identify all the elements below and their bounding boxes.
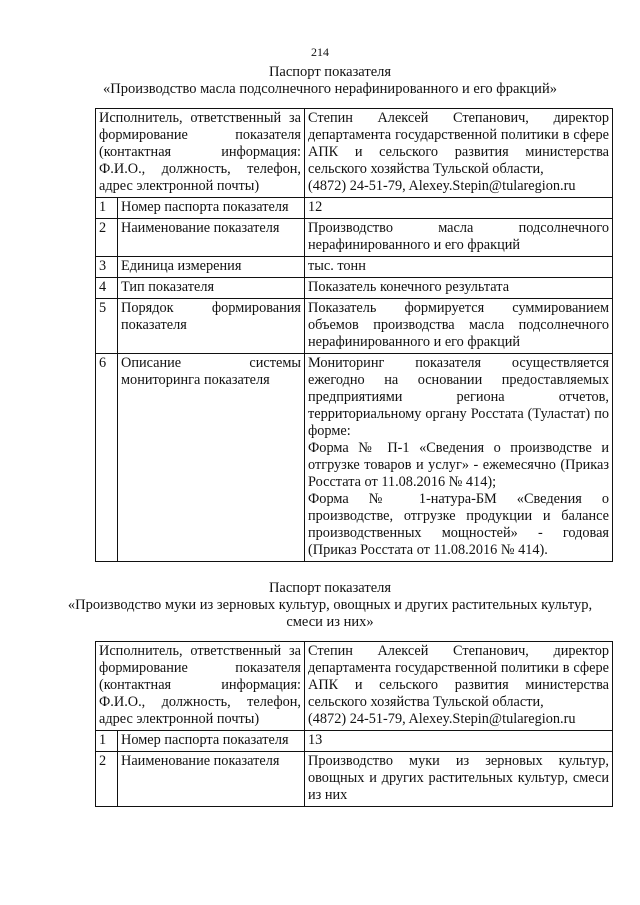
table-row bbox=[96, 198, 613, 219]
row-number: 4 bbox=[96, 278, 118, 299]
table-row bbox=[96, 278, 613, 299]
passport-2-title-line1: Паспорт показателя bbox=[268, 580, 392, 596]
executor-row bbox=[96, 642, 613, 731]
row-label: Наименование показателя bbox=[118, 752, 305, 807]
page-number: 214 bbox=[311, 45, 329, 59]
row-label: Порядок формирования показателя bbox=[118, 299, 305, 354]
row-number: 2 bbox=[96, 219, 118, 257]
row-number: 3 bbox=[96, 257, 118, 278]
row-label: Единица измерения bbox=[118, 257, 305, 278]
row-label: Наименование показателя bbox=[118, 219, 305, 257]
row-value bbox=[305, 354, 613, 562]
executor-contact: (4872) 24-51-79, Alexey.Stepin@tularegion.ru bbox=[308, 178, 576, 194]
row-number: 1 bbox=[96, 198, 118, 219]
row-label: Номер паспорта показателя bbox=[118, 198, 305, 219]
passport-1-title-line1: Паспорт показателя bbox=[268, 64, 392, 80]
passport-1-title-line2: «Производство масла подсолнечного нерафинированного и его фракций» bbox=[103, 81, 557, 97]
row-number: 5 bbox=[96, 299, 118, 354]
executor-label: Исполнитель, ответственный за формирование показателя (контактная информация: Ф.И.О., должность, телефон, адрес электронной почты) bbox=[96, 642, 305, 731]
row-value: Производство муки из зерновых культур, овощных и других растительных культур, смеси из них bbox=[305, 752, 613, 807]
row-label: Тип показателя bbox=[118, 278, 305, 299]
row-number: 2 bbox=[96, 752, 118, 807]
executor-value bbox=[305, 109, 613, 198]
row-label: Описание системы мониторинга показателя bbox=[118, 354, 305, 562]
passport-2-table bbox=[95, 641, 613, 807]
passport-1-title bbox=[60, 64, 600, 98]
executor-name: Степин Алексей Степанович, директор департамента государственной политики в сфере АПК и сельского развития министерства сельского хозяйства Тульской области, bbox=[308, 643, 609, 710]
executor-name: Степин Алексей Степанович, директор департамента государственной политики в сфере АПК и сельского развития министерства сельского хозяйства Тульской области, bbox=[308, 110, 609, 177]
table-row bbox=[96, 752, 613, 807]
row-value: Производство масла подсолнечного нерафинированного и его фракций bbox=[305, 219, 613, 257]
row-value: тыс. тонн bbox=[305, 257, 613, 278]
monitoring-form-bm: Форма № 1-натура-БМ «Сведения о производстве, отгрузке продукции и балансе производственных мощностей» - годовая (Приказ Росстата от 11.08.2016 № 414). bbox=[308, 491, 609, 558]
row-value: 12 bbox=[305, 198, 613, 219]
row-number: 6 bbox=[96, 354, 118, 562]
row-value: 13 bbox=[305, 731, 613, 752]
table-row bbox=[96, 299, 613, 354]
passport-2-title-line2: «Производство муки из зерновых культур, овощных и других растительных культур, смеси из них» bbox=[67, 597, 593, 630]
monitoring-description: Мониторинг показателя осуществляется ежегодно на основании предоставляемых предприятиями региона отчетов, территориальному органу Росстата (Туластат) по форме: bbox=[308, 355, 609, 439]
monitoring-form-p1: Форма № П-1 «Сведения о производстве и отгрузке товаров и услуг» - ежемесячно (Приказ Росстата от 11.08.2016 № 414); bbox=[308, 440, 609, 490]
passport-1-table bbox=[95, 108, 613, 562]
executor-contact: (4872) 24-51-79, Alexey.Stepin@tularegion.ru bbox=[308, 711, 576, 727]
table-row bbox=[96, 354, 613, 562]
table-row bbox=[96, 219, 613, 257]
passport-2-title bbox=[60, 580, 600, 631]
row-value: Показатель конечного результата bbox=[305, 278, 613, 299]
table-row bbox=[96, 257, 613, 278]
row-label: Номер паспорта показателя bbox=[118, 731, 305, 752]
row-value: Показатель формируется суммированием объемов производства масла подсолнечного нерафинированного и его фракций bbox=[305, 299, 613, 354]
table-row bbox=[96, 731, 613, 752]
row-number: 1 bbox=[96, 731, 118, 752]
executor-row bbox=[96, 109, 613, 198]
executor-value bbox=[305, 642, 613, 731]
executor-label: Исполнитель, ответственный за формирование показателя (контактная информация: Ф.И.О., должность, телефон, адрес электронной почты) bbox=[96, 109, 305, 198]
